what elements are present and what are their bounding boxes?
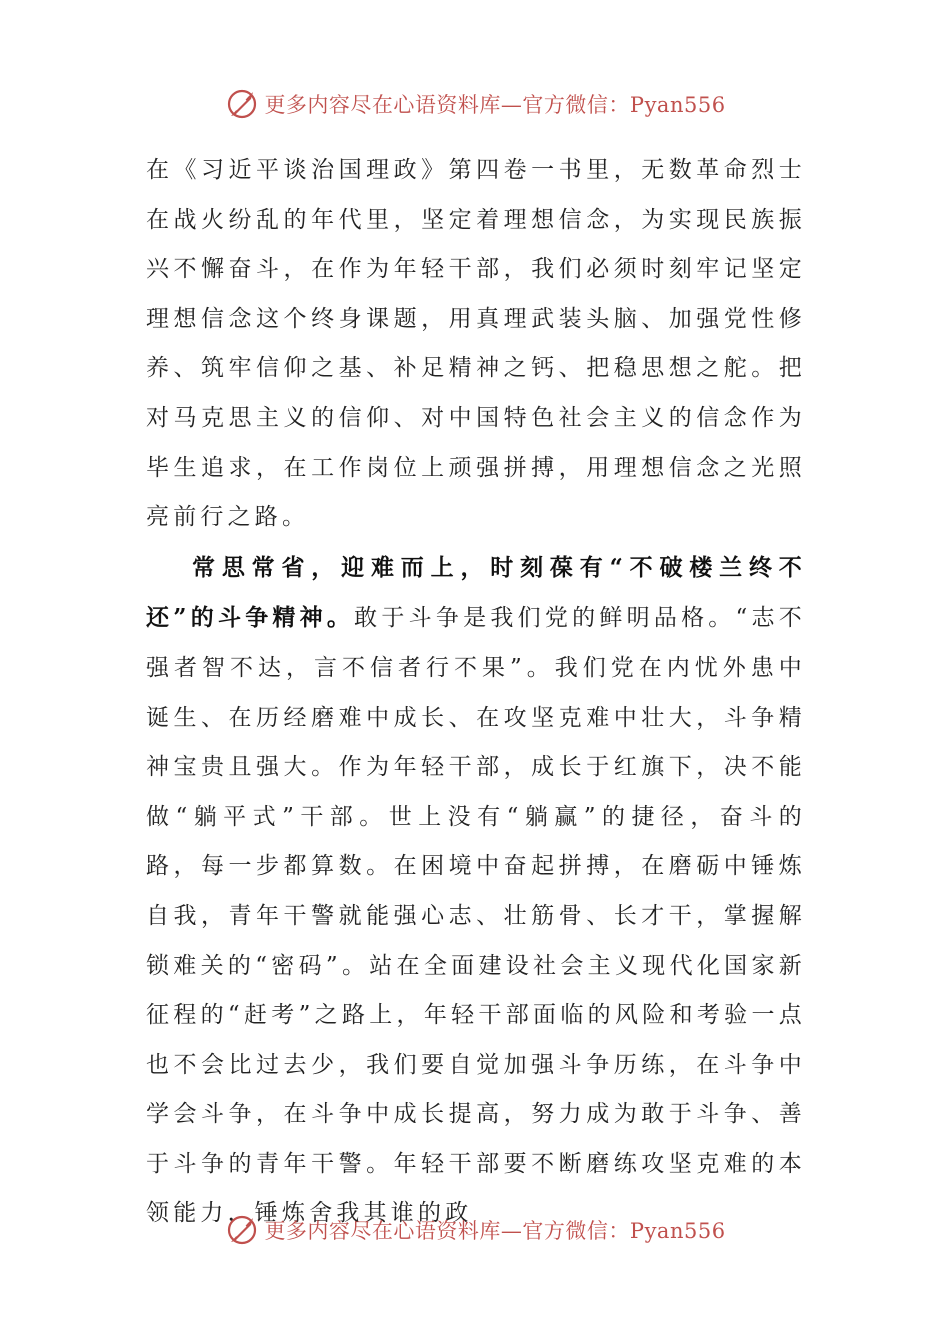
document-body [146,146,806,1239]
paragraph-1: 在《习近平谈治国理政》第四卷一书里，无数革命烈士在战火纷乱的年代里，坚定着理想信念，为实现民族振兴不懈奋斗，在作为年轻干部，我们必须时刻牢记坚定理想信念这个终身课题，用真理武装头脑、加强党性修养、筑牢信仰之基、补足精神之钙、把稳思想之舵。把对马克思主义的信仰、对中国特色社会主义的信念作为毕生追求，在工作岗位上顽强拼搏，用理想信念之光照亮前行之路。 [146,157,806,531]
paragraph-2-heading: 常思常省，迎难而上，时刻葆有“不破楼兰终不还”的斗争精神。 [146,553,806,632]
footer-banner [0,1208,950,1252]
paragraph-2 [146,543,806,1239]
quill-logo-icon [224,1212,260,1248]
footer-banner-text: 更多内容尽在心语资料库—官方微信：Pyan556 [264,1219,726,1243]
quill-logo-icon [224,86,260,122]
header-banner [0,82,950,126]
header-banner-text: 更多内容尽在心语资料库—官方微信：Pyan556 [264,93,726,117]
paragraph-2-text: 敢于斗争是我们党的鲜明品格。“志不强者智不达，言不信者行不果”。我们党在内忧外患中诞生、在历经磨难中成长、在攻坚克难中壮大，斗争精神宝贵且强大。作为年轻干部，成长于红旗下，决不能做“躺平式”干部。世上没有“躺赢”的捷径，奋斗的路，每一步都算数。在困境中奋起拼搏，在磨砺中锤炼自我，青年干警就能强心志、壮筋骨、长才干，掌握解锁难关的“密码”。站在全面建设社会主义现代化国家新征程的“赶考”之路上，年轻干部面临的风险和考验一点也不会比过去少，我们要自觉加强斗争历练，在斗争中学会斗争，在斗争中成长提高，努力成为敢于斗争、善于斗争的青年干警。年轻干部要不断磨练攻坚克难的本领能力，锤炼舍我其谁的政 [146,605,806,1227]
